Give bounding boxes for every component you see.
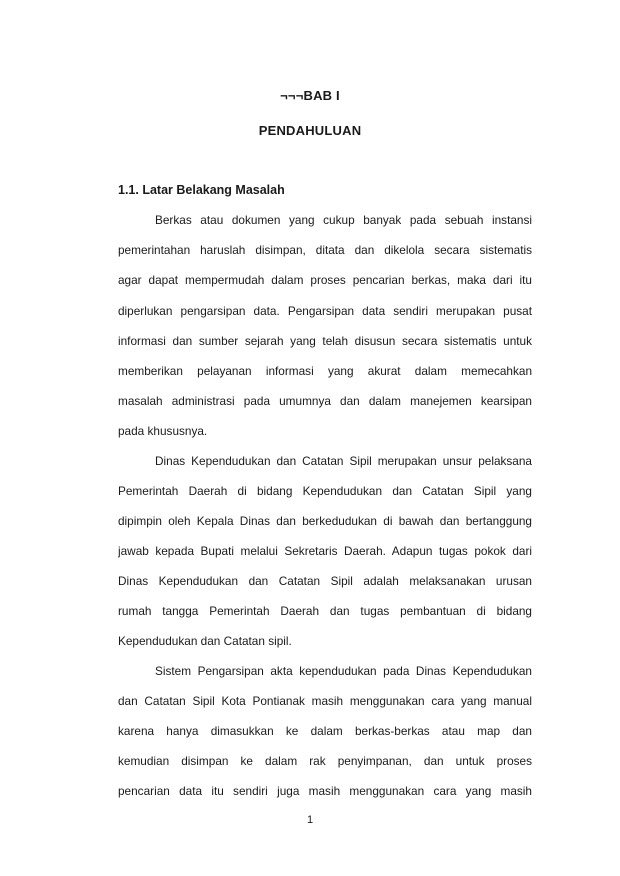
chapter-title: PENDAHULUAN — [258, 123, 362, 138]
paragraph-line: dipimpin oleh Kepala Dinas dan berkedudukan di bawah dan bertanggung — [118, 514, 532, 528]
paragraph-line: kemudian disimpan ke dalam rak penyimpanan, dan untuk proses — [118, 754, 532, 768]
section-heading: 1.1. Latar Belakang Masalah — [118, 183, 285, 197]
paragraph-line: informasi dan sumber sejarah yang telah disusun secara sistematis untuk — [118, 334, 532, 348]
paragraph-line: pada khususnya. — [118, 424, 208, 438]
paragraph-line: Dinas Kependudukan dan Catatan Sipil merupakan unsur pelaksana — [155, 454, 532, 468]
paragraph-line: Berkas atau dokumen yang cukup banyak pada sebuah instansi — [155, 213, 532, 227]
paragraph-line: dan Catatan Sipil Kota Pontianak masih menggunakan cara yang manual — [118, 694, 532, 708]
paragraph-line: masalah administrasi pada umumnya dan dalam manejemen kearsipan — [118, 394, 532, 408]
paragraph-line: Sistem Pengarsipan akta kependudukan pada Dinas Kependudukan — [155, 664, 532, 678]
page-number: 1 — [306, 814, 314, 826]
paragraph-line: pencarian data itu sendiri juga masih menggunakan cara yang masih — [118, 784, 532, 798]
paragraph-line: Dinas Kependudukan dan Catatan Sipil adalah melaksanakan urusan — [118, 574, 532, 588]
paragraph-line: Kependudukan dan Catatan sipil. — [118, 634, 292, 648]
paragraph-line: memberikan pelayanan informasi yang akurat dalam memecahkan — [118, 364, 532, 378]
paragraph-line: agar dapat mempermudah dalam proses pencarian berkas, maka dari itu — [118, 273, 532, 287]
paragraph-line: jawab kepada Bupati melalui Sekretaris Daerah. Adapun tugas pokok dari — [118, 544, 532, 558]
paragraph-line: karena hanya dimasukkan ke dalam berkas-berkas atau map dan — [118, 724, 532, 738]
paragraph-line: Pemerintah Daerah di bidang Kependudukan dan Catatan Sipil yang — [118, 484, 532, 498]
chapter-number: ¬¬¬BAB I — [280, 88, 340, 103]
paragraph-line: rumah tangga Pemerintah Daerah dan tugas pembantuan di bidang — [118, 604, 532, 618]
paragraph-line: diperlukan pengarsipan data. Pengarsipan data sendiri merupakan pusat — [118, 304, 532, 318]
paragraph-line: pemerintahan haruslah disimpan, ditata dan dikelola secara sistematis — [118, 243, 532, 257]
